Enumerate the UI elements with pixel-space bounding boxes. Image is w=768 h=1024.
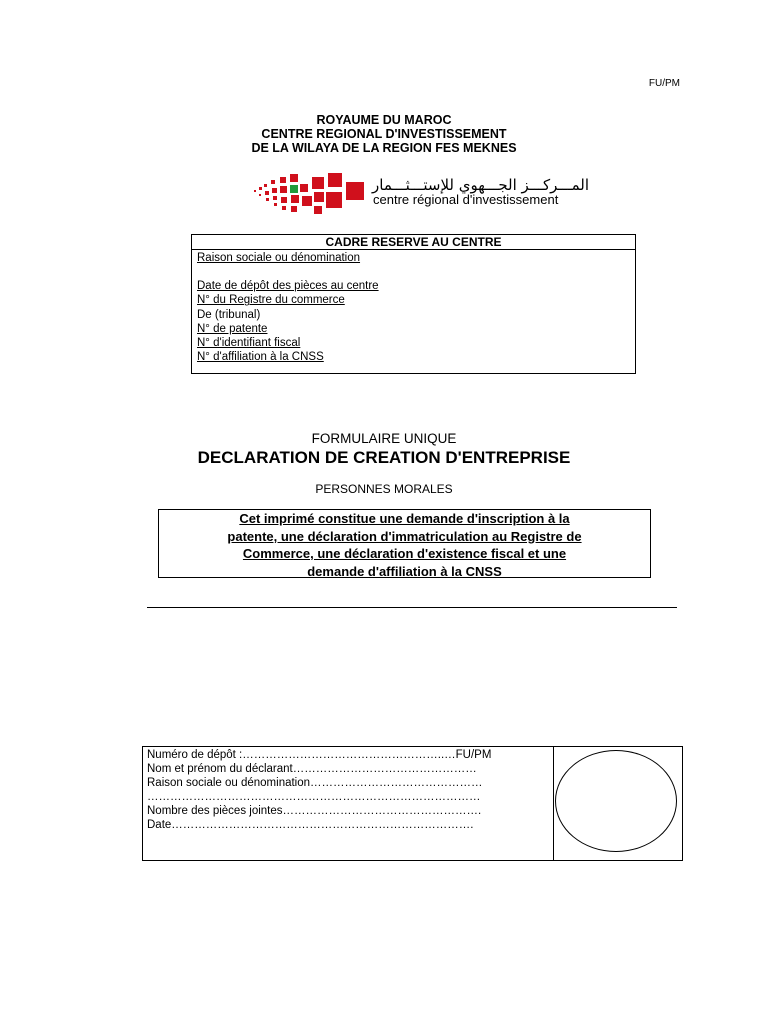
- notice-box: [158, 509, 651, 578]
- reserved-field-identifiant-fiscal: N° d'identifiant fiscal: [197, 337, 301, 350]
- logo-arabic-text: المـــركـــز الجـــهوي للإستـــثـــمار: [372, 176, 590, 194]
- notice-line: patente, une déclaration d'immatriculation au Registre de: [227, 528, 582, 544]
- reserved-box: [191, 234, 636, 374]
- cri-logo: [252, 170, 590, 218]
- receipt-field-pieces-jointes: Nombre des pièces jointes…………………………………………….: [147, 805, 482, 817]
- form-main-title: DECLARATION DE CREATION D'ENTREPRISE: [197, 448, 571, 467]
- spacer: [197, 265, 635, 279]
- receipt-box: [142, 746, 683, 861]
- reserved-field-patente: N° de patente: [197, 322, 268, 335]
- reserved-box-title: CADRE RESERVE AU CENTRE: [192, 235, 635, 250]
- receipt-field-numero-depot: Numéro de dépôt :……………………………………………..…FU/PM: [147, 749, 492, 761]
- stamp-circle: [555, 750, 677, 852]
- form-subtitle: PERSONNES MORALES: [315, 482, 453, 496]
- receipt-field-date: Date…………………………………………………………………….: [147, 819, 474, 831]
- reserved-box-body: [192, 250, 635, 364]
- notice-line: Commerce, une déclaration d'existence fiscal et une: [242, 546, 567, 561]
- header-line-centre: CENTRE REGIONAL D'INVESTISSEMENT: [261, 127, 507, 141]
- header-line-kingdom: ROYAUME DU MAROC: [316, 113, 452, 127]
- form-title: FORMULAIRE UNIQUE: [311, 431, 457, 446]
- receipt-fields: [143, 747, 554, 860]
- receipt-field-continuation: ……………………………………………………………………………: [147, 791, 481, 803]
- reserved-field-date-depot: Date de dépôt des pièces au centre: [197, 280, 379, 293]
- notice-line: Cet imprimé constitue une demande d'inscription à la: [239, 511, 570, 526]
- receipt-field-raison-sociale: Raison sociale ou dénomination………………………………………: [147, 777, 483, 789]
- reserved-field-tribunal: De (tribunal): [197, 308, 261, 321]
- reserved-field-raison-sociale: Raison sociale ou dénomination: [197, 252, 361, 264]
- reserved-field-registre-commerce: N° du Registre du commerce: [197, 294, 345, 307]
- logo-squares-graphic: [252, 170, 372, 218]
- receipt-field-declarant: Nom et prénom du déclarant…………………………………………: [147, 763, 477, 775]
- separator-line: [147, 607, 677, 608]
- header-line-region: DE LA WILAYA DE LA REGION FES MEKNES: [251, 141, 517, 155]
- reserved-field-cnss: N° d'affiliation à la CNSS: [197, 351, 324, 364]
- logo-french-text: centre régional d'investissement: [373, 192, 559, 207]
- form-code: FU/PM: [648, 78, 680, 89]
- notice-line: demande d'affiliation à la CNSS: [307, 563, 502, 579]
- header: [0, 113, 768, 155]
